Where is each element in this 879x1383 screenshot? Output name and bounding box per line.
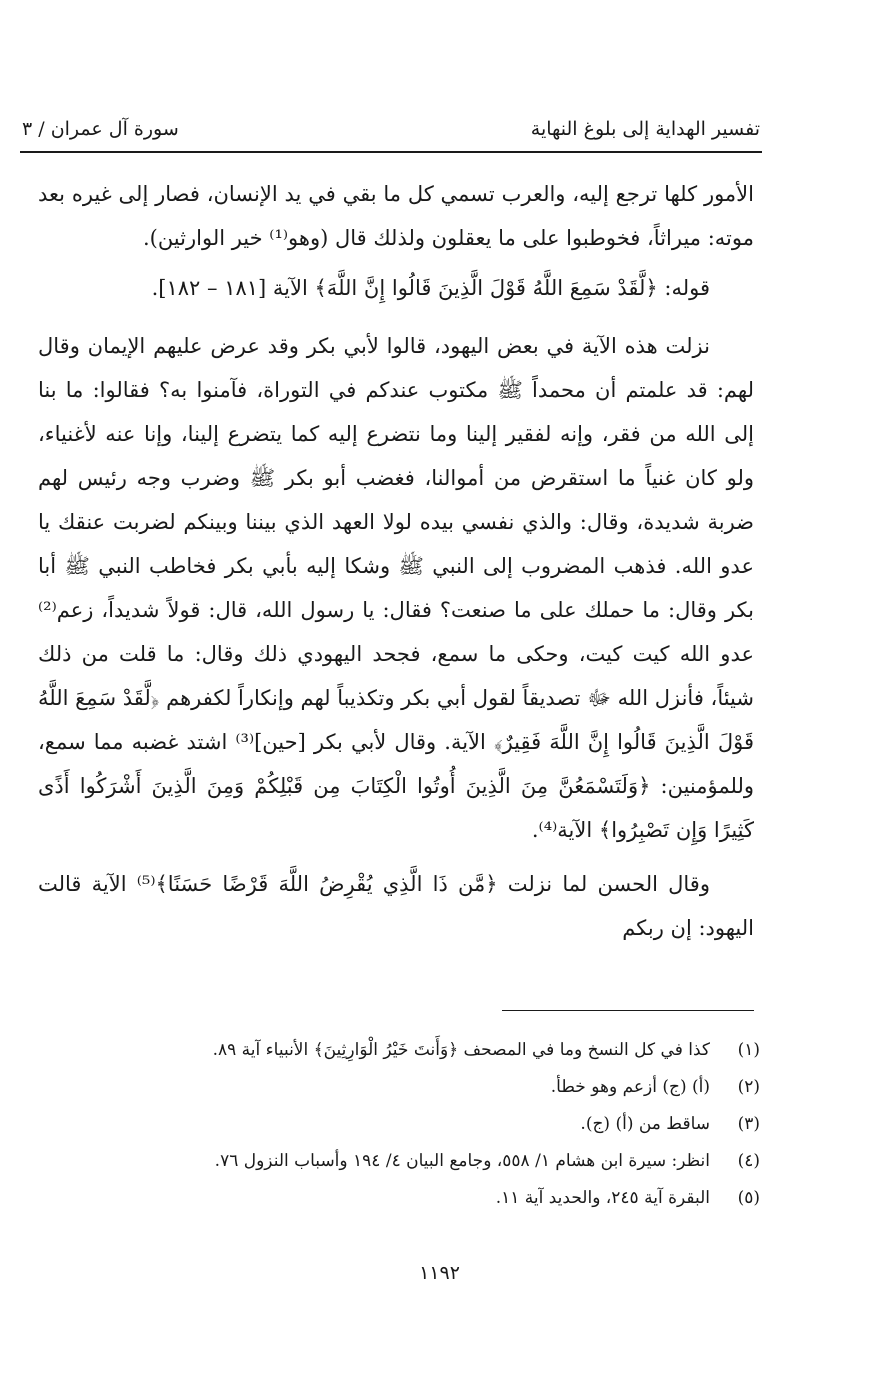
verse-quote-paragraph: قوله: ﴿لَّقَدْ سَمِعَ اللَّهُ قَوْلَ الَّذِينَ قَالُوا إِنَّ اللَّهَ﴾ الآية [١٨١ – ١٨٢]. [151,276,710,300]
footnotes-list [60,1032,760,1217]
footnote-text: كذا في كل النسخ وما في المصحف ﴿وَأَنتَ خَيْرُ الْوَارِثِينَ﴾ الأنبياء آية ٨٩. [212,1040,710,1060]
footnote-item [60,1032,760,1069]
header-surah-label: سورة آل عمران / ٣ [22,118,179,140]
footnote-number: (٤) [737,1151,760,1171]
paragraph: وقال الحسن لما نزلت ﴿مَّن ذَا الَّذِي يُقْرِضُ اللَّهَ قَرْضًا حَسَنًا﴾⁽⁵⁾ الآية قالت اليهود: إن ربكم [38,872,754,940]
footnote-text: ساقط من (أ) (ج). [580,1114,710,1134]
footnote-item [60,1069,760,1106]
header-rule [20,151,762,153]
footnote-item [60,1180,760,1217]
footnote-number: (٣) [737,1114,760,1134]
header-book-title: تفسير الهداية إلى بلوغ النهاية [530,118,760,140]
running-header [22,100,760,140]
footnote-text: البقرة آية ٢٤٥، والحديد آية ١١. [495,1188,710,1208]
footnote-item [60,1106,760,1143]
footnote-rule [502,1010,754,1011]
footnote-number: (١) [737,1040,760,1060]
main-text [38,172,754,950]
footnote-text: انظر: سيرة ابن هشام ١/ ٥٥٨، وجامع البيان ٤/ ١٩٤ وأسباب النزول ٧٦. [214,1151,710,1171]
paragraph: الأمور كلها ترجع إليه، والعرب تسمي كل ما بقي في يد الإنسان، فصار إلى غيره بعد موته: ميراثاً، فخوطبوا على ما يعقلون ولذلك قال (وهو⁽¹⁾ خير الوارثين). [38,182,754,250]
page-number: ١١٩٢ [419,1262,460,1284]
footnote-item [60,1143,760,1180]
paragraph: نزلت هذه الآية في بعض اليهود، قالوا لأبي بكر وقد عرض عليهم الإيمان وقال لهم: قد علمتم أن محمداً ﷺ مكتوب عندكم في التوراة، فآمنوا به؟ فقالوا: ما بنا إلى الله من فقر، وإنه لفقير إلينا وما نتضرع إليه كما يتضرع إلينا، وإنا عنه لأغنياء، ولو كان غنياً ما استقرض من أموالنا، فغضب أبو بكر ﷺ وضرب وجه رئيس لهم ضربة شديدة، وقال: والذي نفسي بيده لولا العهد الذي بيننا وبينكم لضربت عنقك يا عدو الله. فذهب المضروب إلى النبي ﷺ وشكا إليه بأبي بكر فخاطب النبي ﷺ أبا بكر وقال: ما حملك على ما صنعت؟ فقال: يا رسول الله، قال: قولاً شديداً، زعم⁽²⁾ عدو الله كيت كيت، وحكى ما سمع، فجحد اليهودي ذلك وقال: ما قلت من ذلك شيئاً، فأنزل الله ﷻ تصديقاً لقول أبي بكر وتكذيباً لهم وإنكاراً لكفرهم ﴿لَّقَدْ سَمِعَ اللَّهُ قَوْلَ الَّذِينَ قَالُوا إِنَّ اللَّهَ فَقِيرٌ﴾ الآية. وقال لأبي بكر [حين]⁽³⁾ اشتد غضبه مما سمع، وللمؤمنين: ﴿وَلَتَسْمَعُنَّ مِنَ الَّذِينَ أُوتُوا الْكِتَابَ مِن قَبْلِكُمْ وَمِنَ الَّذِينَ أَشْرَكُوا أَذًى كَثِيرًا وَإِن تَصْبِرُوا﴾ الآية⁽⁴⁾. [38,334,754,842]
footnote-number: (٢) [737,1077,760,1097]
footnote-number: (٥) [737,1188,760,1208]
footnote-text: (أ) (ج) أزعم وهو خطأ. [550,1077,710,1097]
